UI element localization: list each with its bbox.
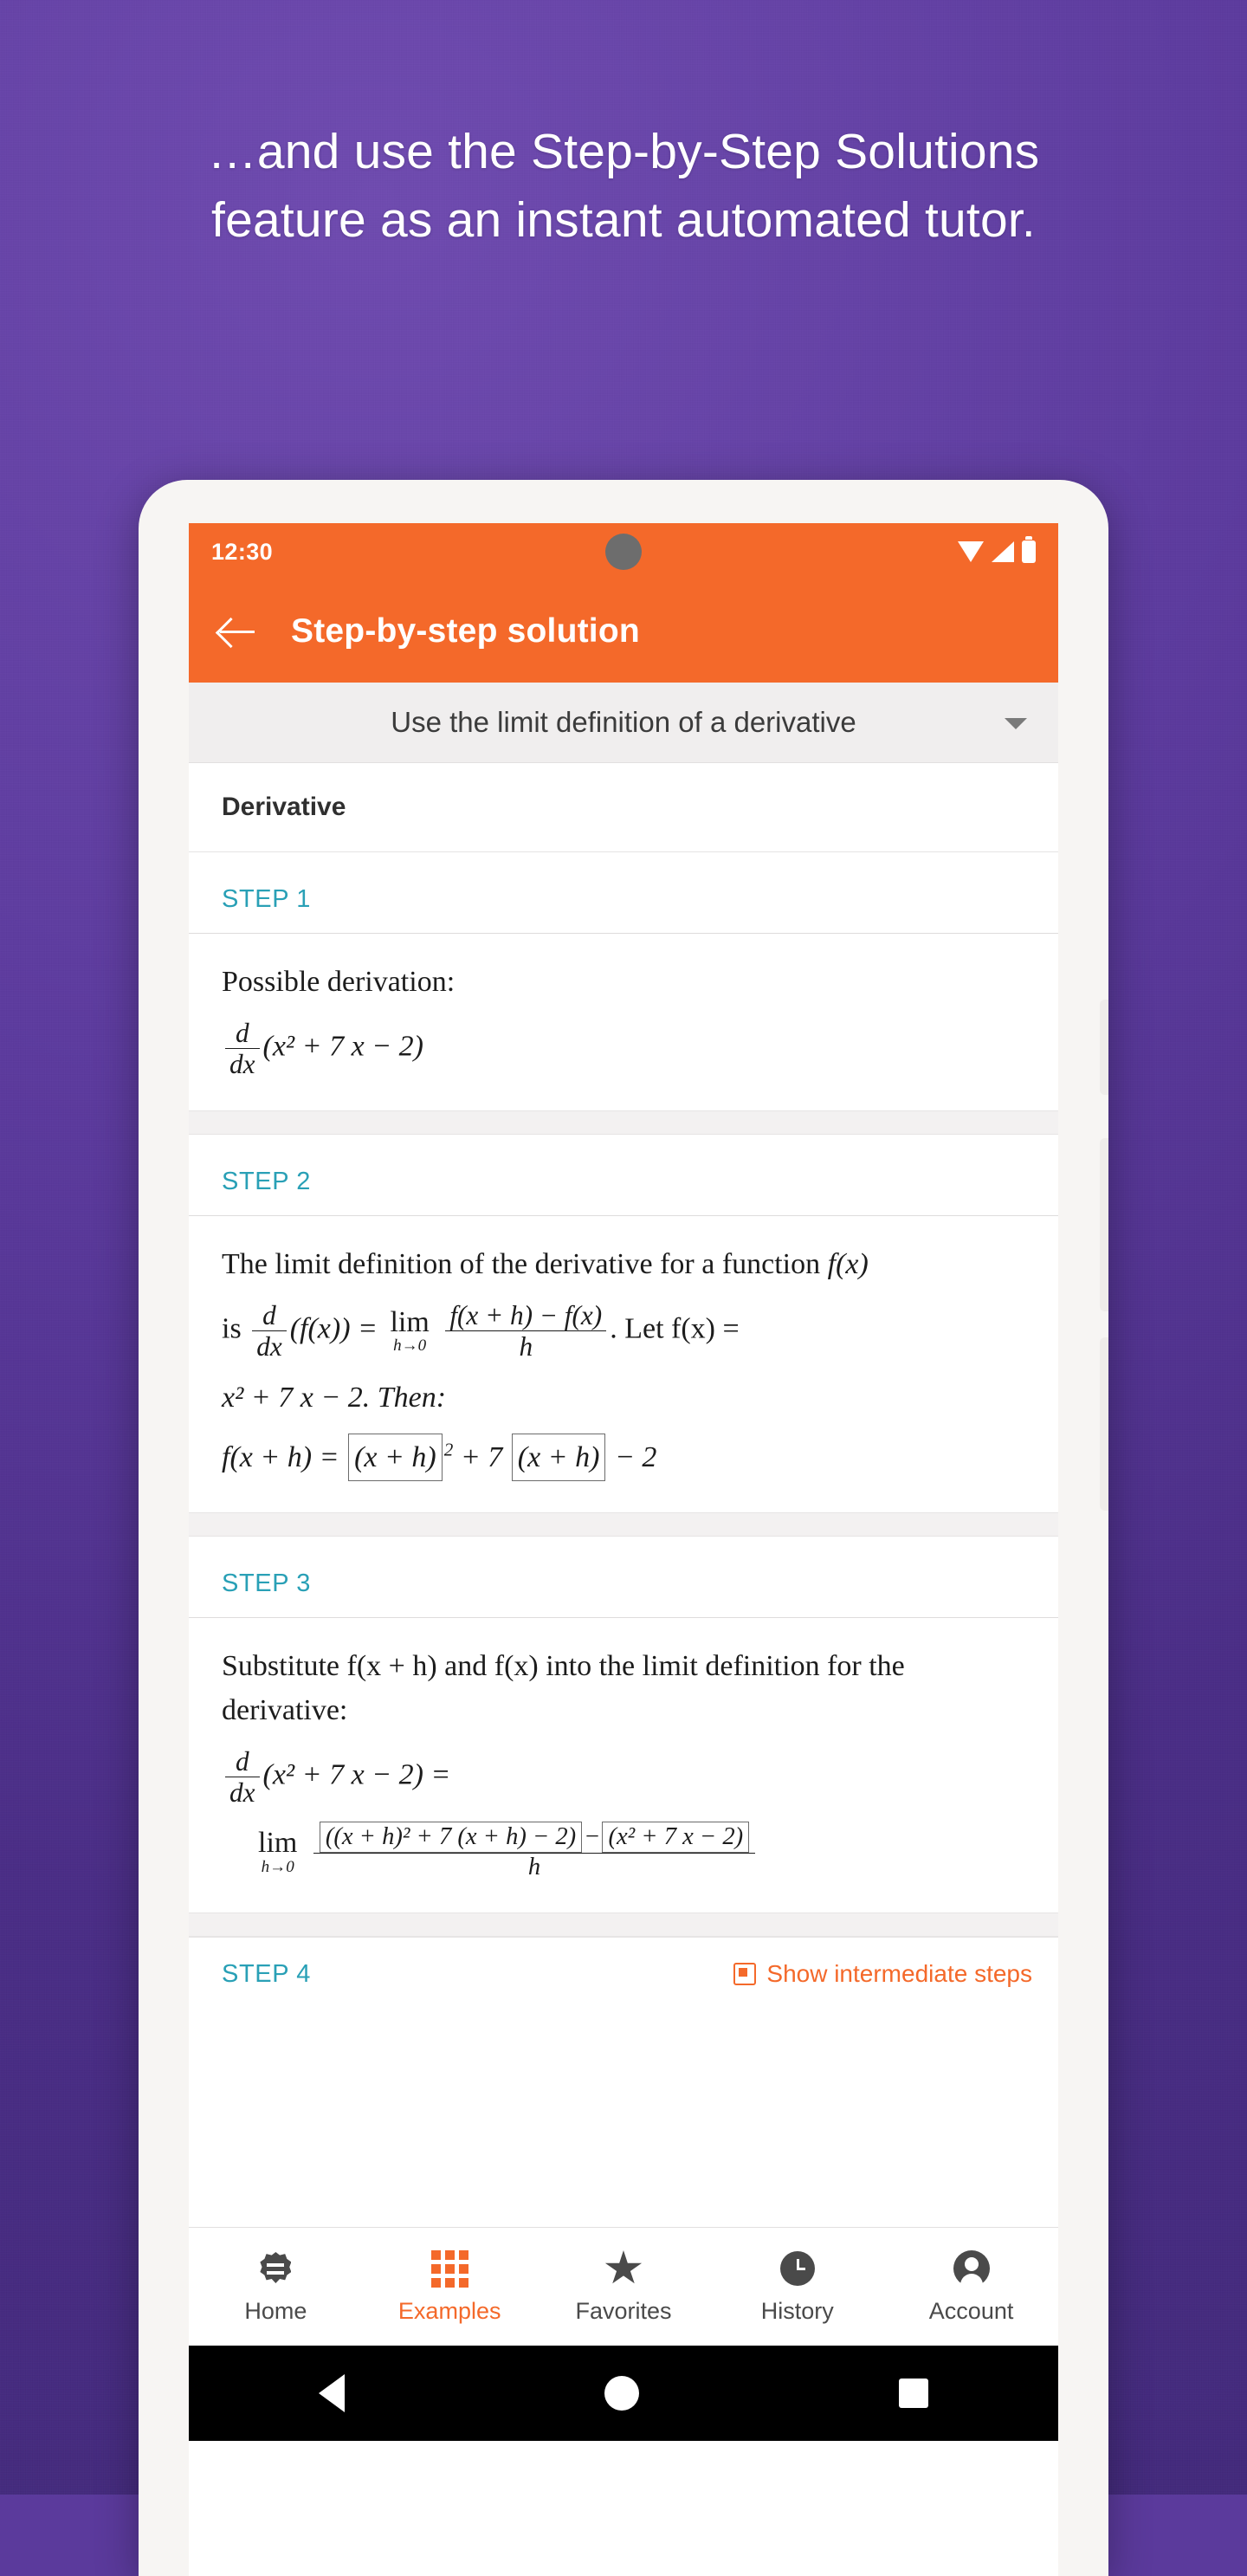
home-icon [255, 2249, 295, 2288]
step-2-ddx-den: dx [256, 1331, 282, 1362]
step-2-quotient-numerator: f(x + h) − f(x) [445, 1300, 606, 1331]
step-2-box-2 [512, 1434, 606, 1481]
step-3-header: STEP 3 [189, 1537, 1058, 1618]
step-3-lhs [222, 1746, 1025, 1808]
page-title: …and use the Step-by-Step Solutions feature as an instant automated tutor. [207, 124, 1040, 248]
step-2-box-1-exponent: 2 [443, 1439, 454, 1460]
step-2-lim: lim [390, 1305, 430, 1338]
step-3-quotient-numerator [313, 1822, 755, 1854]
step-1-expression-rest: (x² + 7 x − 2) [262, 1030, 423, 1063]
nav-label-home: Home [244, 2298, 307, 2324]
step-4-header-row[interactable] [189, 1937, 1058, 2000]
step-2-line-1 [222, 1242, 1025, 1286]
front-camera [605, 534, 642, 570]
show-intermediate-steps-label: Show intermediate steps [766, 1960, 1032, 1988]
status-time: 12:30 [211, 538, 274, 565]
nav-label-examples: Examples [397, 2298, 501, 2324]
status-icons [958, 540, 1036, 563]
step-2-body [189, 1216, 1058, 1512]
step-4-header: STEP 4 [222, 1960, 312, 1989]
step-1-expression [222, 1018, 1025, 1079]
step-1-header: STEP 1 [189, 852, 1058, 934]
phone-side-button [1100, 1138, 1108, 1311]
step-2-box-1 [348, 1434, 443, 1481]
step-3-ddx-den: dx [229, 1777, 255, 1809]
app-bar [189, 580, 1058, 683]
nav-item-home[interactable] [189, 2249, 363, 2325]
step-3-limit-expression [222, 1822, 1025, 1881]
step-2-is: is [222, 1312, 242, 1345]
phone-screen [189, 523, 1058, 2576]
phone-side-button [1100, 1337, 1108, 1511]
phone-mockup [139, 480, 1108, 2576]
triangle-back-icon[interactable] [319, 2374, 345, 2412]
app-bar-title: Step-by-step solution [291, 612, 640, 650]
step-3-line-1: Substitute f(x + h) and f(x) into the limit definition for the derivative: [222, 1650, 905, 1727]
step-3-quotient-denominator: h [527, 1854, 541, 1881]
method-dropdown-label: Use the limit definition of a derivative [391, 706, 856, 738]
step-3-body [189, 1618, 1058, 1913]
method-dropdown[interactable] [189, 683, 1058, 763]
step-3-lhs-rest: (x² + 7 x − 2) = [262, 1758, 451, 1791]
step-2-box-2-text: (x + h) [517, 1441, 600, 1474]
clock-icon [780, 2249, 815, 2288]
nav-label-account: Account [928, 2298, 1014, 2324]
nav-item-examples[interactable] [363, 2249, 537, 2325]
step-2-ddx-num: d [252, 1300, 287, 1331]
step-1-body [189, 934, 1058, 1110]
grid-icon [431, 2249, 468, 2288]
step-2-fxh-lhs: f(x + h) = [222, 1441, 339, 1474]
nav-item-account[interactable] [884, 2249, 1058, 2325]
step-1-frac-denominator: dx [229, 1049, 255, 1080]
section-title: Derivative [189, 763, 1058, 852]
bottom-navigation [189, 2227, 1058, 2346]
step-2-line-4 [222, 1434, 1025, 1481]
nav-label-history: History [760, 2298, 834, 2324]
step-3-num-box-1: ((x + h)² + 7 (x + h) − 2) [320, 1822, 582, 1853]
star-icon [604, 2249, 643, 2288]
step-3-ddx-num: d [225, 1746, 260, 1777]
step-2-fx: f(x) [827, 1248, 869, 1281]
step-2-box-1-text: (x + h) [354, 1441, 436, 1474]
signal-icon [992, 541, 1014, 562]
step-2-quotient-denominator: h [519, 1331, 533, 1362]
step-divider [189, 1512, 1058, 1537]
step-3-lim-sub: h→0 [261, 1857, 294, 1876]
step-1-frac-numerator: d [225, 1018, 260, 1049]
step-2-line-2 [222, 1300, 1025, 1362]
checkbox-icon [733, 1963, 756, 1985]
show-intermediate-steps-button[interactable] [733, 1960, 1032, 1988]
nav-item-favorites[interactable] [537, 2249, 711, 2325]
back-arrow-icon[interactable] [218, 612, 256, 650]
step-divider [189, 1110, 1058, 1135]
step-2-text-a: The limit definition of the derivative for a function [222, 1248, 821, 1281]
step-2-fx-eq: (f(x)) = [289, 1312, 378, 1345]
step-2-line-3: x² + 7 x − 2. Then: [222, 1382, 447, 1414]
step-2-header: STEP 2 [189, 1135, 1058, 1216]
phone-side-button [1100, 1000, 1108, 1095]
step-2-line-4-tail: − 2 [614, 1441, 657, 1474]
account-icon [953, 2249, 990, 2288]
step-3-num-minus: − [584, 1823, 601, 1851]
chevron-down-icon [1005, 718, 1027, 729]
circle-home-icon[interactable] [604, 2376, 639, 2411]
solution-content[interactable] [189, 763, 1058, 2227]
step-2-tail: . Let f(x) = [610, 1312, 740, 1345]
step-1-text: Possible derivation: [222, 966, 456, 998]
square-recents-icon[interactable] [899, 2379, 928, 2408]
step-2-mid: + 7 [460, 1441, 503, 1474]
step-divider [189, 1913, 1058, 1937]
android-navigation-bar [189, 2346, 1058, 2441]
step-2-lim-sub: h→0 [393, 1337, 427, 1356]
nav-item-history[interactable] [710, 2249, 884, 2325]
step-3-num-box-2: (x² + 7 x − 2) [602, 1822, 749, 1853]
status-bar [189, 523, 1058, 580]
step-3-lim: lim [258, 1826, 298, 1859]
wifi-icon [958, 541, 984, 562]
nav-label-favorites: Favorites [575, 2298, 672, 2324]
battery-icon [1022, 540, 1036, 563]
